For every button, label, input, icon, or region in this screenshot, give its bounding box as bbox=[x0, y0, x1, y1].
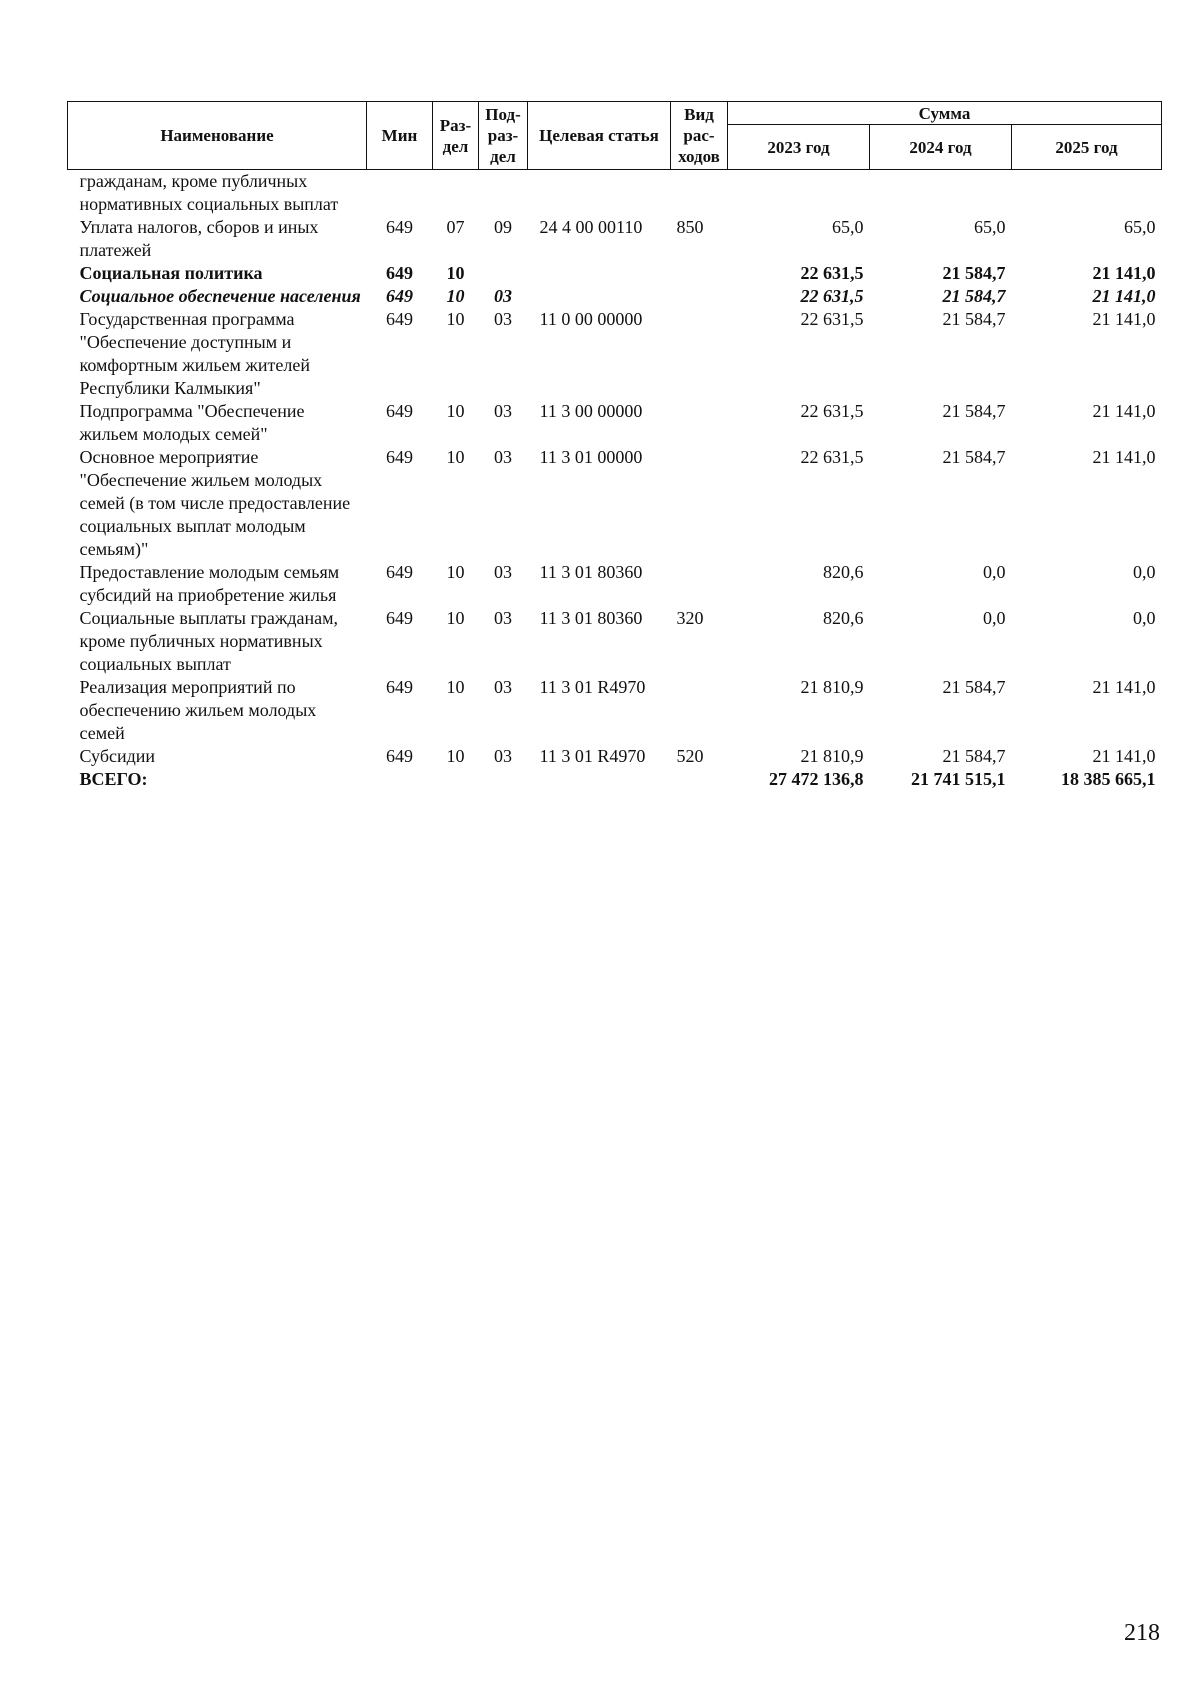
cell-vid-rashodov bbox=[671, 308, 728, 400]
cell-vid-rashodov bbox=[671, 285, 728, 308]
cell-name: ВСЕГО: bbox=[79, 769, 148, 789]
header-year-2024: 2024 год bbox=[870, 125, 1012, 170]
cell-razdel: 07 bbox=[446, 217, 465, 237]
cell-celevaya-statya: 11 3 01 R4970 bbox=[539, 677, 646, 697]
cell-sum-2023: 65,0 bbox=[832, 217, 864, 237]
cell-vid-rashodov bbox=[671, 170, 728, 217]
page-number: 218 bbox=[1124, 1620, 1160, 1646]
cell-razdel: 10 bbox=[446, 746, 465, 766]
cell-sum-2025: 21 141,0 bbox=[1092, 401, 1156, 421]
table-row bbox=[68, 768, 1162, 791]
table-row bbox=[68, 262, 1162, 285]
cell-sum-2023 bbox=[728, 170, 870, 217]
cell-podrazdel: 03 bbox=[494, 286, 512, 306]
cell-razdel bbox=[433, 768, 479, 791]
table-row bbox=[68, 170, 1162, 217]
cell-celevaya-statya: 11 3 00 00000 bbox=[539, 401, 643, 421]
cell-podrazdel bbox=[479, 768, 528, 791]
header-vid-rashodov: Вид рас-ходов bbox=[671, 102, 728, 170]
cell-celevaya-statya bbox=[528, 262, 671, 285]
cell-min: 649 bbox=[386, 677, 413, 697]
cell-name: Основное мероприятие "Обеспечение жильем молодых семей (в том числе предоставление социальных выплат молодым семьям)" bbox=[79, 447, 351, 559]
cell-sum-2023: 22 631,5 bbox=[800, 286, 864, 306]
cell-sum-2025: 0,0 bbox=[1133, 562, 1156, 582]
cell-min: 649 bbox=[386, 263, 413, 283]
cell-sum-2023: 21 810,9 bbox=[800, 677, 864, 697]
cell-sum-2025 bbox=[1012, 170, 1162, 217]
cell-sum-2023: 22 631,5 bbox=[800, 401, 864, 421]
cell-vid-rashodov: 320 bbox=[676, 608, 704, 628]
cell-min: 649 bbox=[386, 401, 413, 421]
cell-sum-2025: 21 141,0 bbox=[1092, 677, 1156, 697]
header-podrazdel: Под-раз-дел bbox=[479, 102, 528, 170]
cell-name: Уплата налогов, сборов и иных платежей bbox=[79, 217, 319, 260]
cell-podrazdel: 03 bbox=[494, 309, 512, 329]
cell-sum-2024: 21 584,7 bbox=[942, 677, 1006, 697]
cell-sum-2025: 21 141,0 bbox=[1092, 309, 1156, 329]
cell-sum-2023: 820,6 bbox=[823, 608, 864, 628]
header-name: Наименование bbox=[68, 102, 367, 170]
cell-name: Социальная политика bbox=[79, 263, 263, 283]
header-celevaya-statya: Целевая статья bbox=[528, 102, 671, 170]
table-row bbox=[68, 285, 1162, 308]
cell-podrazdel: 03 bbox=[494, 608, 512, 628]
cell-min: 649 bbox=[386, 217, 413, 237]
cell-min: 649 bbox=[386, 746, 413, 766]
cell-name: Предоставление молодым семьям субсидий на приобретение жилья bbox=[79, 562, 340, 605]
cell-vid-rashodov bbox=[671, 446, 728, 561]
cell-name: гражданам, кроме публичных нормативных социальных выплат bbox=[79, 171, 339, 214]
table-row bbox=[68, 561, 1162, 607]
cell-razdel: 10 bbox=[446, 263, 465, 283]
cell-celevaya-statya: 11 3 01 80360 bbox=[539, 562, 643, 582]
cell-min: 649 bbox=[386, 608, 413, 628]
table-row bbox=[68, 607, 1162, 676]
table-row bbox=[68, 216, 1162, 262]
cell-sum-2024: 21 584,7 bbox=[942, 286, 1006, 306]
cell-min: 649 bbox=[386, 562, 413, 582]
cell-sum-2025: 65,0 bbox=[1124, 217, 1156, 237]
cell-celevaya-statya bbox=[528, 170, 671, 217]
budget-table bbox=[67, 101, 1162, 791]
cell-sum-2025: 21 141,0 bbox=[1092, 447, 1156, 467]
table-row bbox=[68, 400, 1162, 446]
cell-sum-2023: 21 810,9 bbox=[800, 746, 864, 766]
cell-podrazdel bbox=[479, 262, 528, 285]
cell-name: Субсидии bbox=[79, 746, 156, 766]
cell-podrazdel: 03 bbox=[494, 447, 512, 467]
cell-celevaya-statya: 11 3 01 80360 bbox=[539, 608, 643, 628]
cell-celevaya-statya: 11 3 01 R4970 bbox=[539, 746, 646, 766]
header-year-2023: 2023 год bbox=[728, 125, 870, 170]
cell-podrazdel: 03 bbox=[494, 677, 512, 697]
cell-min bbox=[367, 170, 433, 217]
cell-sum-2025: 21 141,0 bbox=[1092, 746, 1156, 766]
cell-celevaya-statya: 24 4 00 00110 bbox=[539, 217, 643, 237]
cell-sum-2023: 22 631,5 bbox=[800, 263, 864, 283]
cell-sum-2024: 21 584,7 bbox=[942, 401, 1006, 421]
table-row bbox=[68, 745, 1162, 768]
cell-sum-2023: 22 631,5 bbox=[800, 447, 864, 467]
cell-sum-2023: 22 631,5 bbox=[800, 309, 864, 329]
cell-celevaya-statya bbox=[528, 768, 671, 791]
header-min: Мин bbox=[367, 102, 433, 170]
cell-razdel: 10 bbox=[446, 286, 465, 306]
cell-razdel: 10 bbox=[446, 447, 465, 467]
cell-celevaya-statya bbox=[528, 285, 671, 308]
cell-sum-2025: 18 385 665,1 bbox=[1061, 769, 1156, 789]
cell-sum-2024: 21 584,7 bbox=[942, 746, 1006, 766]
table-header bbox=[68, 102, 1162, 170]
cell-vid-rashodov bbox=[671, 561, 728, 607]
cell-name: Социальные выплаты гражданам, кроме публичных нормативных социальных выплат bbox=[79, 608, 338, 674]
cell-vid-rashodov: 520 bbox=[676, 746, 704, 766]
cell-min: 649 bbox=[386, 309, 413, 329]
cell-name: Подпрограмма "Обеспечение жильем молодых семей" bbox=[79, 401, 305, 444]
cell-sum-2023: 27 472 136,8 bbox=[769, 769, 864, 789]
cell-vid-rashodov bbox=[671, 768, 728, 791]
cell-celevaya-statya: 11 0 00 00000 bbox=[539, 309, 643, 329]
cell-name: Государственная программа "Обеспечение доступным и комфортным жильем жителей Республики Калмыкия" bbox=[79, 309, 310, 398]
table-row bbox=[68, 308, 1162, 400]
header-year-2025: 2025 год bbox=[1012, 125, 1162, 170]
cell-vid-rashodov bbox=[671, 400, 728, 446]
cell-sum-2024 bbox=[870, 170, 1012, 217]
cell-sum-2024: 21 584,7 bbox=[942, 447, 1006, 467]
cell-sum-2025: 21 141,0 bbox=[1092, 263, 1156, 283]
table-body bbox=[68, 170, 1162, 792]
cell-podrazdel: 03 bbox=[494, 401, 512, 421]
cell-sum-2025: 0,0 bbox=[1133, 608, 1156, 628]
cell-sum-2024: 21 741 515,1 bbox=[911, 769, 1006, 789]
cell-name: Социальное обеспечение населения bbox=[79, 286, 361, 306]
cell-sum-2024: 21 584,7 bbox=[942, 263, 1006, 283]
cell-min: 649 bbox=[386, 447, 413, 467]
cell-podrazdel: 09 bbox=[494, 217, 512, 237]
cell-razdel: 10 bbox=[446, 608, 465, 628]
cell-vid-rashodov bbox=[671, 676, 728, 745]
cell-sum-2024: 21 584,7 bbox=[942, 309, 1006, 329]
cell-sum-2024: 0,0 bbox=[983, 562, 1006, 582]
cell-razdel: 10 bbox=[446, 562, 465, 582]
cell-min: 649 bbox=[386, 286, 413, 306]
table-row bbox=[68, 446, 1162, 561]
cell-razdel: 10 bbox=[446, 309, 465, 329]
header-summa: Сумма bbox=[728, 102, 1162, 125]
cell-razdel: 10 bbox=[446, 401, 465, 421]
cell-podrazdel: 03 bbox=[494, 746, 512, 766]
cell-name: Реализация мероприятий по обеспечению жильем молодых семей bbox=[79, 677, 317, 743]
cell-razdel: 10 bbox=[446, 677, 465, 697]
cell-min bbox=[367, 768, 433, 791]
cell-sum-2024: 0,0 bbox=[983, 608, 1006, 628]
cell-vid-rashodov bbox=[671, 262, 728, 285]
cell-sum-2023: 820,6 bbox=[823, 562, 864, 582]
header-razdel: Раз-дел bbox=[433, 102, 479, 170]
cell-sum-2024: 65,0 bbox=[974, 217, 1006, 237]
cell-vid-rashodov: 850 bbox=[676, 217, 704, 237]
cell-podrazdel: 03 bbox=[494, 562, 512, 582]
cell-sum-2025: 21 141,0 bbox=[1092, 286, 1156, 306]
cell-celevaya-statya: 11 3 01 00000 bbox=[539, 447, 643, 467]
table-row bbox=[68, 676, 1162, 745]
cell-podrazdel bbox=[479, 170, 528, 217]
cell-razdel bbox=[433, 170, 479, 217]
